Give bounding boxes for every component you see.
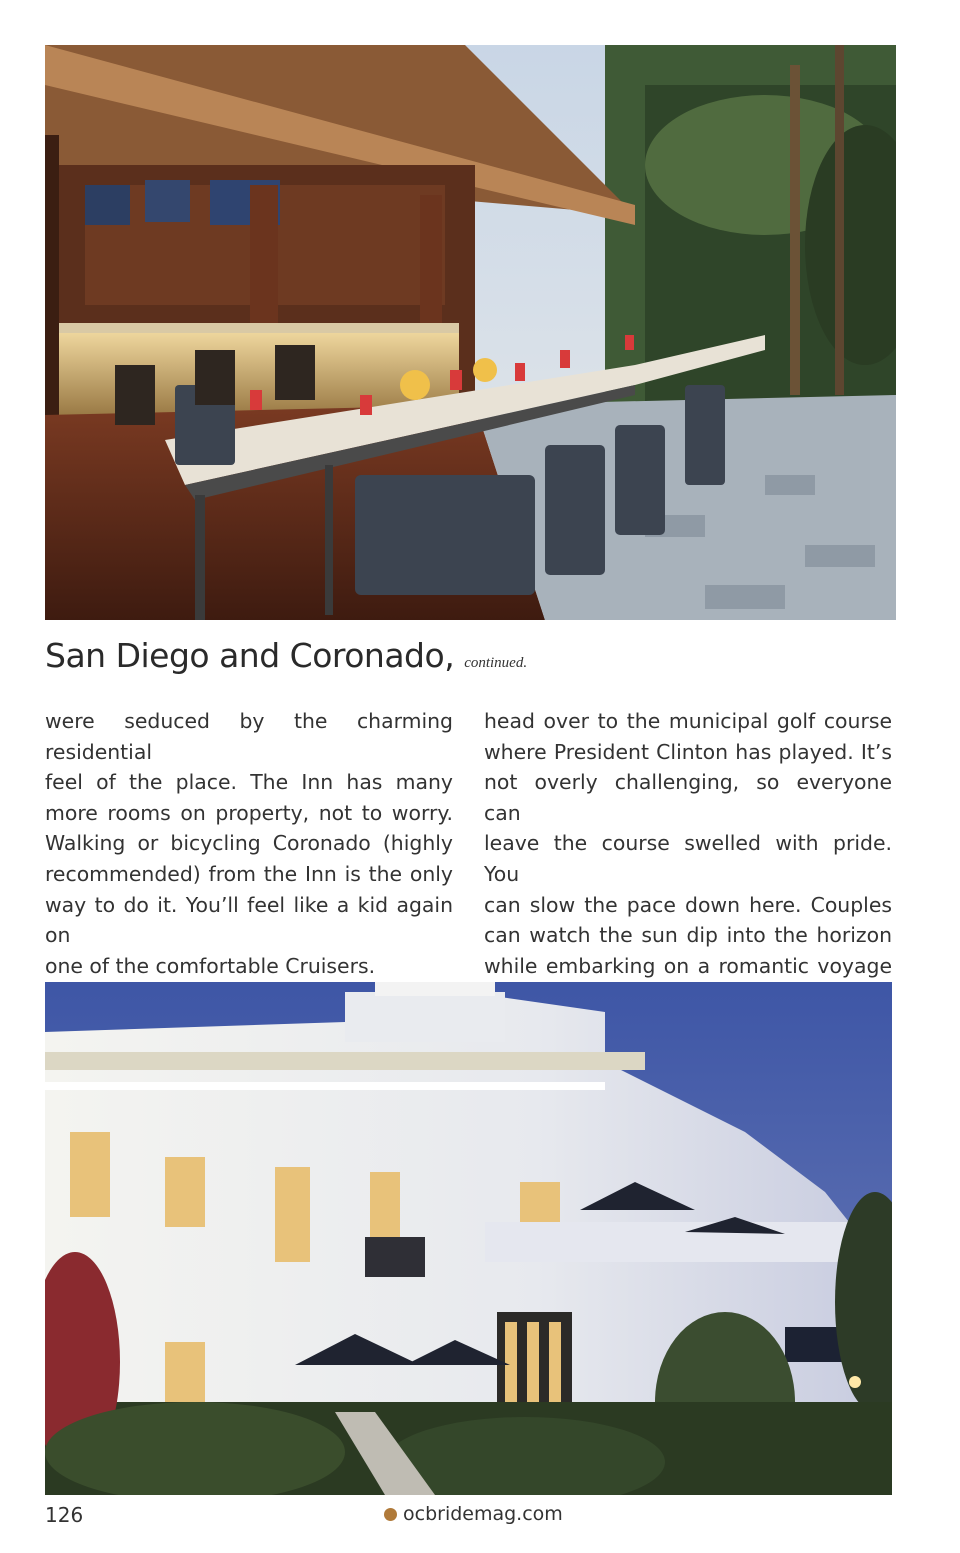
paragraph-line: head over to the municipal golf course [484, 709, 892, 733]
paragraph-line: while embarking on a romantic voyage [484, 953, 892, 978]
paragraph-line: recommended) from the Inn is the only [45, 861, 453, 886]
paragraph-line: not overly challenging, so everyone can [484, 770, 892, 825]
text-column-left [45, 706, 453, 1012]
paragraph-line: way to do it. You’ll feel like a kid again on [45, 892, 453, 948]
paragraph-line: feel of the place. The Inn has many [45, 770, 453, 795]
photo-white-mansion [45, 982, 892, 1495]
section-heading [45, 636, 527, 675]
paragraph-line: Walking or bicycling Coronado (highly [45, 831, 453, 856]
photo-restaurant-patio [45, 45, 896, 620]
footer-site [384, 1503, 563, 1525]
paragraph-line: leave the course swelled with pride. You [484, 831, 892, 886]
paragraph-line: more rooms on property, not to worry. [45, 800, 453, 825]
site-url[interactable]: ocbridemag.com [403, 1503, 563, 1525]
paragraph-line: one of the comfortable Cruisers. [45, 953, 376, 978]
text-column-right [484, 706, 892, 1012]
heading-title: San Diego and Coronado, [45, 636, 455, 675]
paragraph-line: can watch the sun dip into the horizon [484, 923, 892, 948]
paragraph-line: where President Clinton has played. It’s [484, 739, 892, 764]
page-number: 126 [45, 1503, 84, 1527]
bullet-dot-icon [384, 1508, 397, 1521]
heading-continued: continued. [464, 655, 528, 671]
paragraph-line: can slow the pace down here. Couples [484, 892, 892, 917]
paragraph-line: were seduced by the charming residential [45, 709, 453, 764]
